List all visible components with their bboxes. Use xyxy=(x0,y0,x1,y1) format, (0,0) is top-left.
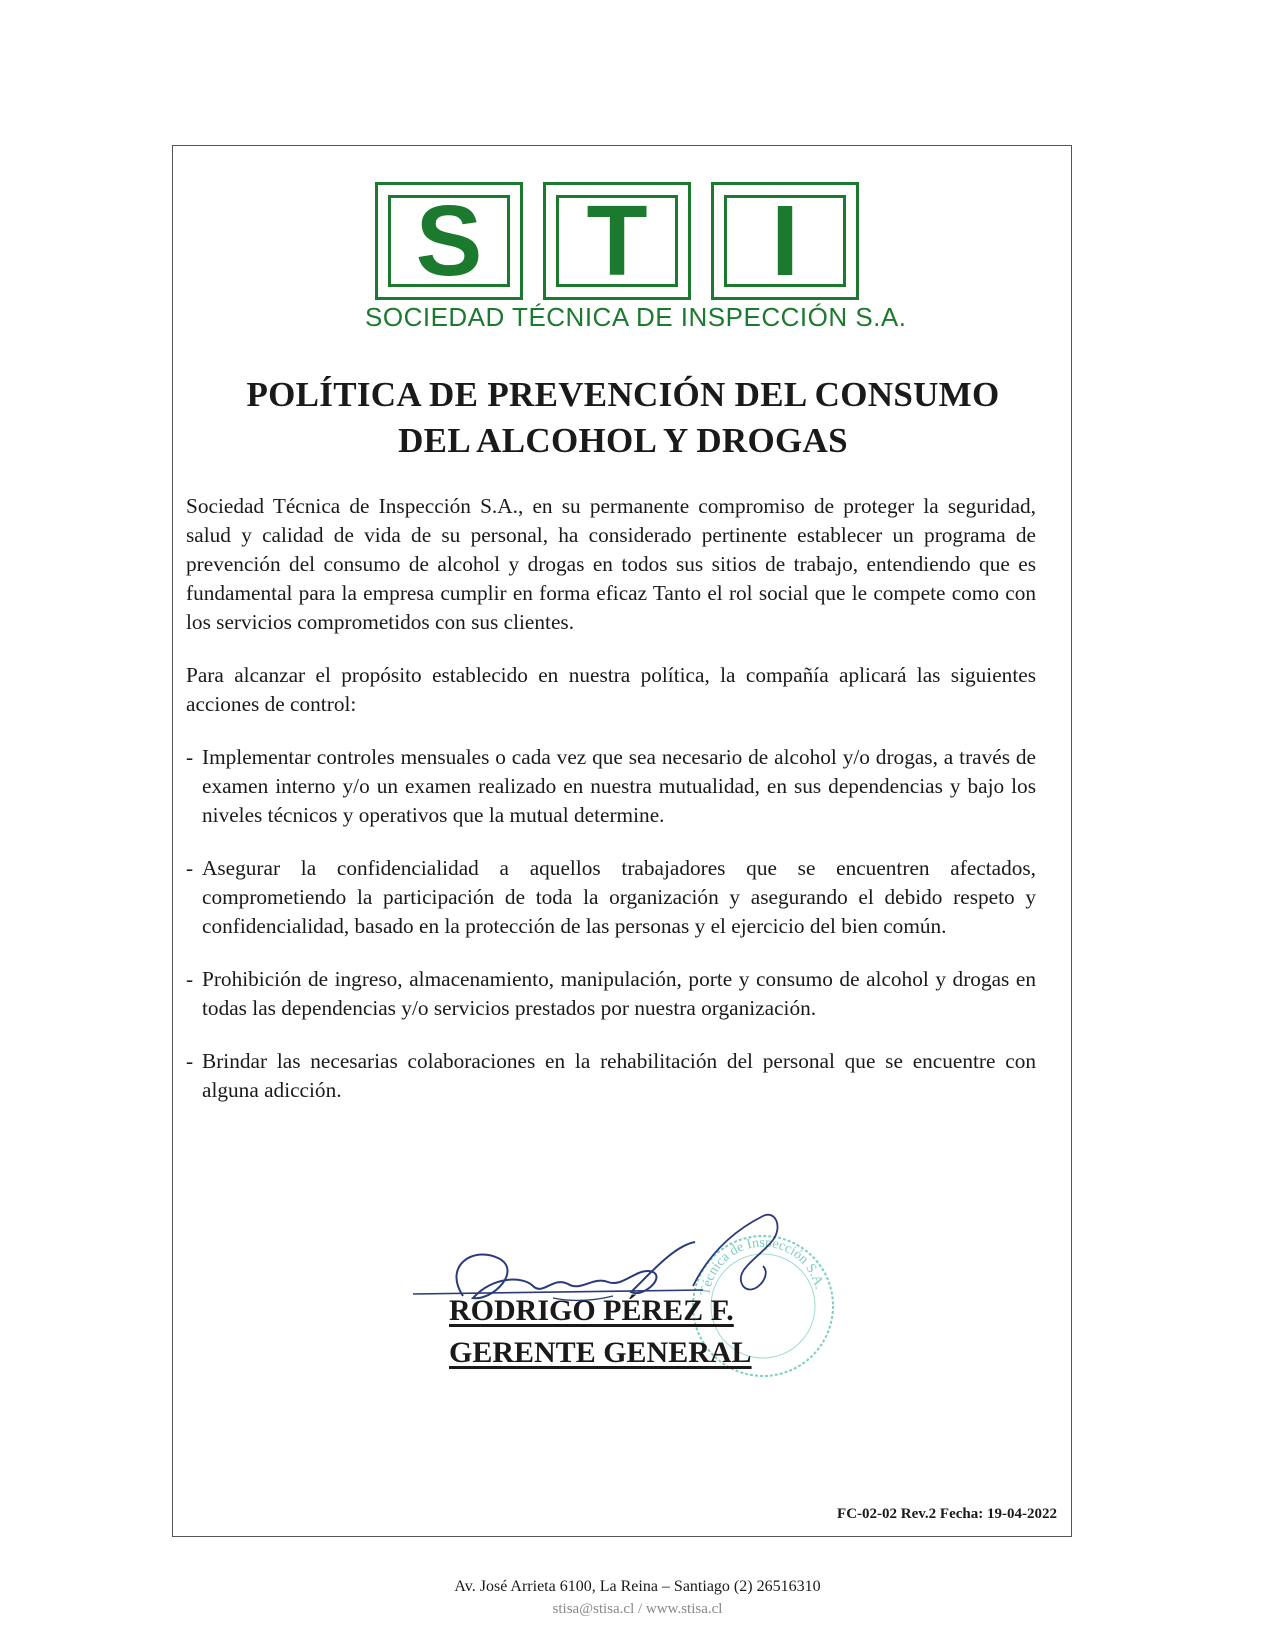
logo-box-s xyxy=(375,182,523,300)
list-item-text: Prohibición de ingreso, almacenamiento, manipulación, porte y consumo de alcohol y drogas en todas las dependencias y/o servicios prestados por nuestra organización. xyxy=(202,967,1036,1020)
list-item xyxy=(186,965,1036,1023)
footer-address: Av. José Arrieta 6100, La Reina – Santiago (2) 26516310 xyxy=(454,1578,821,1595)
list-item xyxy=(186,1047,1036,1105)
document-frame xyxy=(172,145,1072,1537)
document-code: FC-02-02 Rev.2 Fecha: 19-04-2022 xyxy=(837,1506,1057,1522)
title-line-1: POLÍTICA DE PREVENCIÓN DEL CONSUMO xyxy=(246,375,1000,414)
logo-letter-t: T xyxy=(556,195,678,287)
list-item-text: Asegurar la confidencialidad a aquellos trabajadores que se encuentren afectados, comprometiendo la participación de toda la organización y asegurando el debido respeto y confidencialidad, basado en la protección de las personas y el ejercicio del bien común. xyxy=(202,856,1036,938)
list-item xyxy=(186,743,1036,830)
page-footer xyxy=(0,1576,1275,1620)
company-logo xyxy=(365,182,907,342)
intro-paragraph: Sociedad Técnica de Inspección S.A., en su permanente compromiso de proteger la seguridad, salud y calidad de vida de su personal, ha considerado pertinente establecer un programa de prevención del consumo de alcohol y drogas en todos sus sitios de trabajo, entendiendo que es fundamental para la empresa cumplir en forma eficaz Tanto el rol social que le compete como con los servicios comprometidos con sus clientes. xyxy=(186,494,1036,634)
svg-text:Técnica de Inspección S.A.: Técnica de Inspección S.A. xyxy=(698,1235,827,1297)
lead-paragraph: Para alcanzar el propósito establecido en nuestra política, la compañía aplicará las siguientes acciones de control: xyxy=(186,663,1036,716)
footer-contact: stisa@stisa.cl / www.stisa.cl xyxy=(552,1601,723,1617)
bullet-dash: - xyxy=(186,1049,194,1073)
logo-letter-i: I xyxy=(724,195,846,287)
bullet-dash: - xyxy=(186,856,194,880)
signatory-name: RODRIGO PÉREZ F. xyxy=(449,1294,734,1327)
logo-box-t xyxy=(543,182,691,300)
logo-caption: SOCIEDAD TÉCNICA DE INSPECCIÓN S.A. xyxy=(365,302,907,332)
list-item-text: Implementar controles mensuales o cada vez que sea necesario de alcohol y/o drogas, a través de examen interno y/o un examen realizado en nuestra mutualidad, en sus dependencias y bajo los niveles técnicos y operativos que la mutual determine. xyxy=(202,745,1036,827)
list-item xyxy=(186,854,1036,941)
list-item-text: Brindar las necesarias colaboraciones en la rehabilitación del personal que se encuentre con alguna adicción. xyxy=(202,1049,1036,1102)
signatory-role: GERENTE GENERAL xyxy=(449,1336,752,1369)
bullet-dash: - xyxy=(186,967,194,991)
document-body xyxy=(186,492,1036,1129)
logo-box-i xyxy=(711,182,859,300)
bullet-dash: - xyxy=(186,745,194,769)
logo-letter-s: S xyxy=(388,195,510,287)
title-line-2: DEL ALCOHOL Y DROGAS xyxy=(398,421,848,460)
document-title xyxy=(173,372,1073,464)
